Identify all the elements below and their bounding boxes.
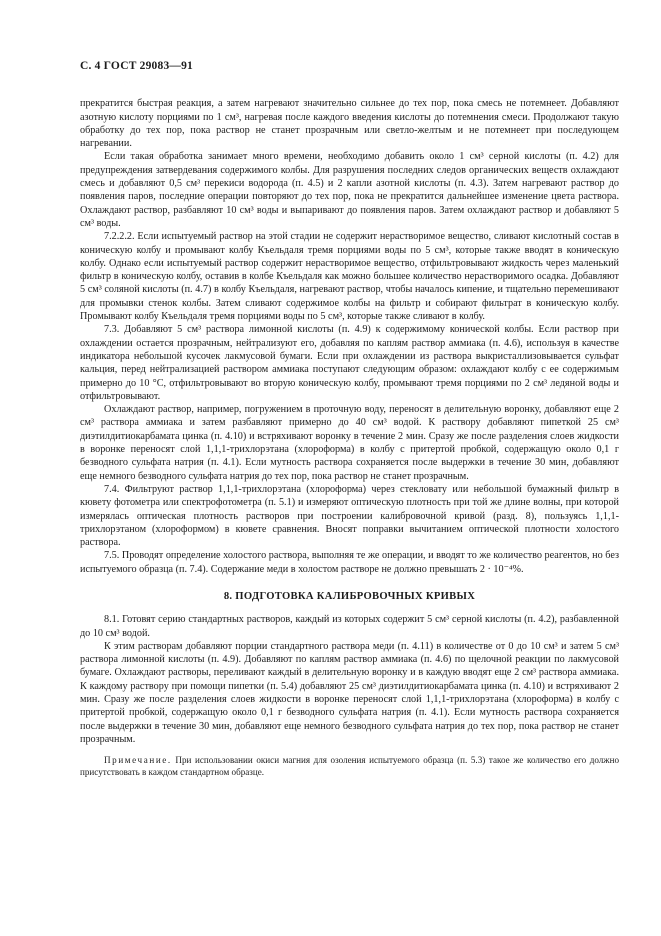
paragraph-cooling: Охлаждают раствор, например, погружением в проточную воду, переносят в делительную воронку, добавляют еще 2 см³ раствора аммиака и затем разбавляют примерно до 40 см³ водой. К раствору добавляют пипеткой 25 см³ диэтилдитиокарбамата цинка (п. 4.10) и встряхивают воронку в течение 2 мин. Сразу же после разделения слоев жидкости в воронке переносят слой 1,1,1-трихлорэтана (хлороформа) в колбу с притертой пробкой, содержащую около 0,1 г безводного сульфата натрия (п. 4.1). Если мутность раствора сохраняется после выдержки в течение 30 мин, добавляют еще немного безводного сульфата натрия до тех пор, пока раствор не станет прозрачным. xyxy=(80,404,619,482)
paragraph-7-3: 7.3. Добавляют 5 см³ раствора лимонной кислоты (п. 4.9) к содержимому конической колбы. Если раствор при охлаждении остается прозрачным, нейтрализуют его, добавляя по каплям раствор аммиака (п. 4.6), используя в качестве индикатора небольшой кусочек лакмусовой бумаги. Если при охлаждении из раствора выкристаллизовывается сульфат кальция, перед нейтрализацией раствором аммиака поступают следующим образом: охлаждают колбу с ее содержимым примерно до 10 °С, отфильтровывают во вторую коническую колбу, промывают тремя порциями по 2 см³ ледяной воды и отфильтровывают. xyxy=(80,324,619,402)
paragraph-7-4: 7.4. Фильтруют раствор 1,1,1-трихлорэтана (хлороформа) через стекловату или небольшой бумажный фильтр в кювету фотометра или спектрофотометра (п. 5.1) и измеряют оптическую плотность при той же длине волны, при которой измерялась оптическая плотность растворов при построении калибровочной кривой (разд. 8), пользуясь 1,1,1-трихлорэтаном (хлороформом) в кювете сравнения. Вносят поправки вычитанием оптической плотности холостого раствора. xyxy=(80,483,619,549)
running-head: С. 4 ГОСТ 29083—91 xyxy=(80,60,193,72)
note-text: При использовании окиси магния для озоления испытуемого образца (п. 5.3) такое же количество его должно присутствовать в каждом стандартном образце. xyxy=(80,755,619,778)
paragraph-8-1: 8.1. Готовят серию стандартных растворов, каждый из которых содержит 5 см³ серной кислоты (п. 4.2), разбавленной до 10 см³ водой. xyxy=(80,614,619,639)
paragraph-sulfuric-acid: Если такая обработка занимает много времени, необходимо добавить около 1 см³ серной кислоты (п. 4.2) для предупреждения затвердевания содержимого колбы. Для разрушения последних следов органических веществ охлаждают смесь и добавляют 0,5 см³ перекиси водорода (п. 4.5) и 2 капли азотной кислоты (п. 4.3). Затем нагревают раствор до появления паров, последние операции повторяют до тех пор, пока не прекратится дальнейшее изменение цвета раствора. Охлаждают раствор, разбавляют 10 см³ воды и выпаривают до появления паров. Затем охлаждают раствор и добавляют 5 см³ воды. xyxy=(80,151,619,229)
note-label: Примечание. xyxy=(104,755,172,766)
section-title: 8. ПОДГОТОВКА КАЛИБРОВОЧНЫХ КРИВЫХ xyxy=(223,590,476,602)
paragraph-7-2-2-2: 7.2.2.2. Если испытуемый раствор на этой стадии не содержит нерастворимое вещество, сливают кислотный состав в коническую колбу и промывают колбу Къельдаля тремя порциями воды по 5 см³, которые также вводят в коническую колбу. Однако если испытуемый раствор содержит нерастворимое вещество, отфильтровывают жидкость через маленький фильтр в коническую колбу, оставив в колбе Къельдаля как можно большее количество нерастворимого осадка. Добавляют 5 см³ соляной кислоты (п. 4.7) в колбу Къельдаля, нагревают раствор, чтобы началось кипение, и тщательно перемешивают для промывки стенок колбы. Затем сливают содержимое колбы на фильтр и собирают фильтрат в коническую колбу. Промывают колбу Къельдаля тремя порциями воды по 5 см³, которые также сливают в колбу. xyxy=(80,231,619,323)
paragraph-calibration: К этим растворам добавляют порции стандартного раствора меди (п. 4.11) в количестве от 0 до 10 см³ и затем 5 см³ раствора лимонной кислоты (п. 4.9). Добавляют по каплям раствор аммиака (п. 4.6) по щелочной реакции по лакмусовой бумаге. Охлаждают растворы, переливают каждый в делительную воронку и в каждую вводят еще 2 см³ раствора аммиака. К каждому раствору при помощи пипетки (п. 5.4) добавляют 25 см³ диэтилдитиокарбамата цинка (п. 4.10) и встряхивают 2 мин. Сразу же после разделения слоев жидкости в воронке переносят слой 1,1,1-трихлорэтана (хлороформа) в колбу с притертой пробкой, содержащую около 0,1 г безводного сульфата натрия (п. 4.1). Если мутность раствора сохраняется после выдержки в течение 30 мин, добавляют еще немного безводного сульфата натрия до тех пор, пока раствор не станет прозрачным. xyxy=(80,640,619,745)
paragraph-7-5: 7.5. Проводят определение холостого раствора, выполняя те же операции, и вводят то же количество реагентов, но без испытуемого образца (п. 7.4). Содержание меди в холостом растворе не должно превышать 2 · 10⁻⁴%. xyxy=(80,550,619,575)
paragraph-continuation: прекратится быстрая реакция, а затем нагревают значительно сильнее до тех пор, пока смесь не потемнеет. Добавляют азотную кислоту порциями по 1 см³, нагревая после каждого введения кислоты до потемнения смеси. Продолжают такую обработку до тех пор, пока раствор не станет прозрачным или светло-желтым и не потемнеет при последующем нагревании. xyxy=(80,98,619,150)
note xyxy=(80,754,619,778)
